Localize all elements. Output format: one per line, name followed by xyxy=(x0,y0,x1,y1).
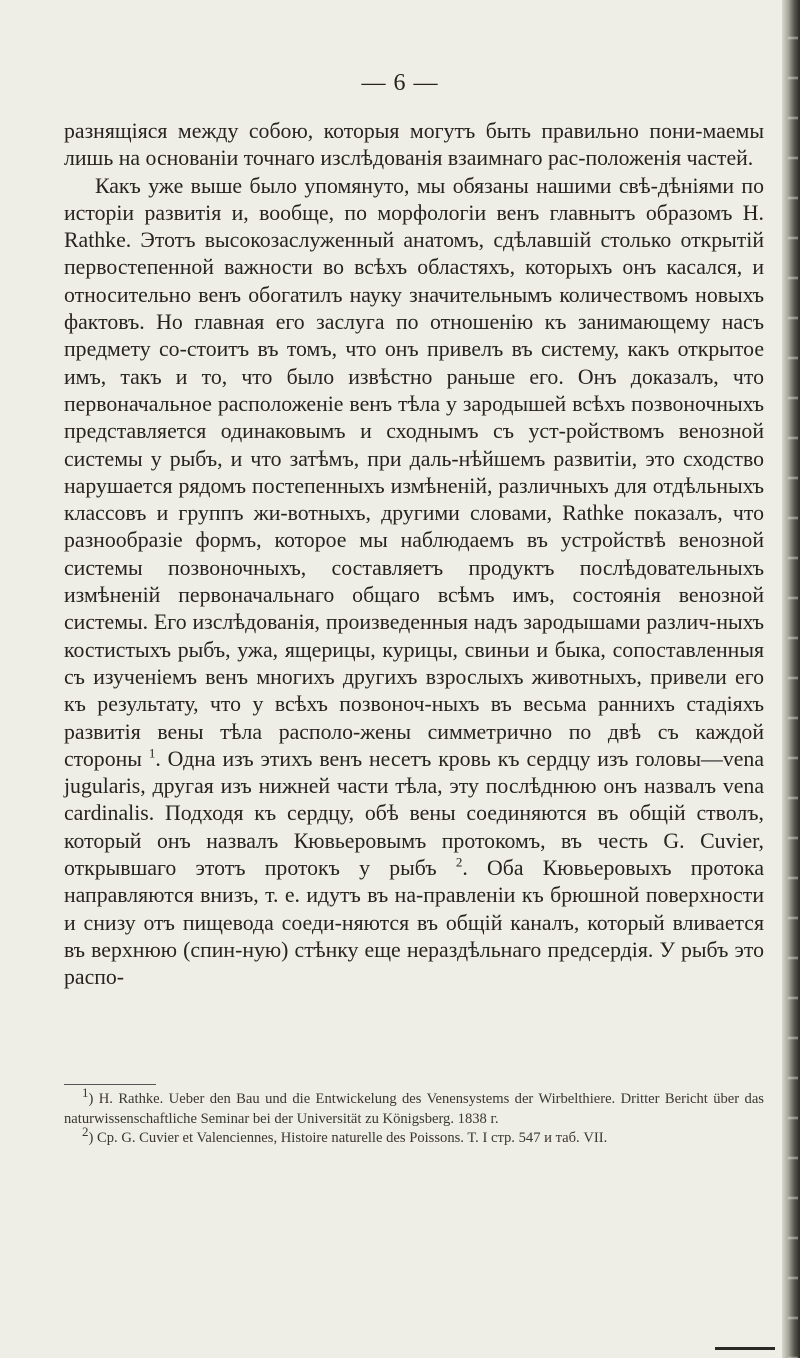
footnote-1-text: ) H. Rathke. Ueber den Bau und die Entwickelung des Venensystems der Wirbelthiere. Dritter Bericht über das naturwissenschaftliche Seminar bei der Universität zu Königsberg. 1838 г. xyxy=(64,1091,764,1127)
paragraph-text-part3: . Оба Кювьеровыхъ протока направляются внизъ, т. е. идутъ въ на-правленіи къ брюшной поверхности и снизу отъ пищевода соеди-няются въ общій каналъ, который вливается въ верхнюю (спин-ную) стѣнку еще нераздѣльнаго предсердія. У рыбъ это распо- xyxy=(64,856,764,990)
paragraph-text-part1: Какъ уже выше было упомянуто, мы обязаны нашими свѣ-дѣніями по исторіи развитія и, вообще, по морфологіи венъ главнытъ образомъ Н. Rathke. Этотъ высокозаслуженный анатомъ, сдѣлавшій столько открытій первостепенной важности во всѣхъ областяхъ, которыхъ онъ касался, и относительно венъ обогатилъ науку значительнымъ количествомъ новыхъ фактовъ. Но главная его заслуга по отношенію къ занимающему насъ предмету со-стоитъ въ томъ, что онъ привелъ въ систему, какъ открытое имъ, такъ и то, что было извѣстно раньше его. Онъ доказалъ, что первоначальное расположеніе венъ тѣла у зародышей всѣхъ позвоночныхъ представляется одинаковымъ и сходнымъ съ уст-ройствомъ венозной системы у рыбъ, и что затѣмъ, при даль-нѣйшемъ развитіи, это сходство нарушается рядомъ постепенныхъ измѣненій, различныхъ для отдѣльныхъ классовъ и группъ жи-вотныхъ, другими словами, Rathke показалъ, что разнообразіе формъ, которое мы наблюдаемъ въ устройствѣ венозной системы позвоночныхъ, составляетъ продуктъ послѣдовательныхъ измѣненій первоначальнаго общаго всѣмъ имъ, состоянія венозной системы. Его изслѣдованія, произведенныя надъ зародышами различ-ныхъ костистыхъ рыбъ, ужа, ящерицы, курицы, свиньи и быка, сопоставленныя съ изученіемъ венъ многихъ другихъ взрослыхъ животныхъ, привели его къ результату, что у всѣхъ позвоноч-ныхъ въ весьма раннихъ стадіяхъ развитія вены тѣла располо-жены симметрично по двѣ съ каждой стороны xyxy=(64,173,764,771)
footnote-1 xyxy=(64,1085,764,1129)
footnote-ref-1: 1 xyxy=(148,745,156,761)
page-edge-texture xyxy=(788,0,798,1358)
footnote-mark-2: 2 xyxy=(82,1124,89,1140)
footnote-ref-2: 2 xyxy=(455,854,463,870)
paragraph-continuation: разнящіяся между собою, которыя могутъ быть правильно пони-маемы лишь на основаніи точнаго изслѣдованія взаимнаго рас-положенія частей. xyxy=(64,119,764,171)
footnote-divider xyxy=(64,1084,156,1085)
paragraph-rathke xyxy=(64,173,764,992)
footnote-2-text: ) Ср. G. Cuvier et Valenciennes, Histoire naturelle des Poissons. T. I стр. 547 и таб. VII. xyxy=(88,1130,608,1146)
body-text xyxy=(64,118,764,992)
footnote-2 xyxy=(64,1124,764,1149)
page-number: — 6 — xyxy=(361,70,439,96)
paragraph-text-part2: . Одна изъ этихъ венъ несетъ кровь къ сердцу изъ головы—vena jugularis, другая изъ нижней части тѣла, эту послѣднюю онъ назвалъ vena cardinalis. Подходя къ сердцу, обѣ вены соединяются въ общій стволъ, который онъ назвалъ Кювьеровымъ протокомъ, въ честь G. Cuvier, открывшаго этотъ протокъ у рыбъ xyxy=(64,746,764,881)
footnotes xyxy=(64,1085,764,1149)
footnote-mark-1: 1 xyxy=(82,1085,89,1101)
scan-edge-mark xyxy=(715,1347,775,1350)
